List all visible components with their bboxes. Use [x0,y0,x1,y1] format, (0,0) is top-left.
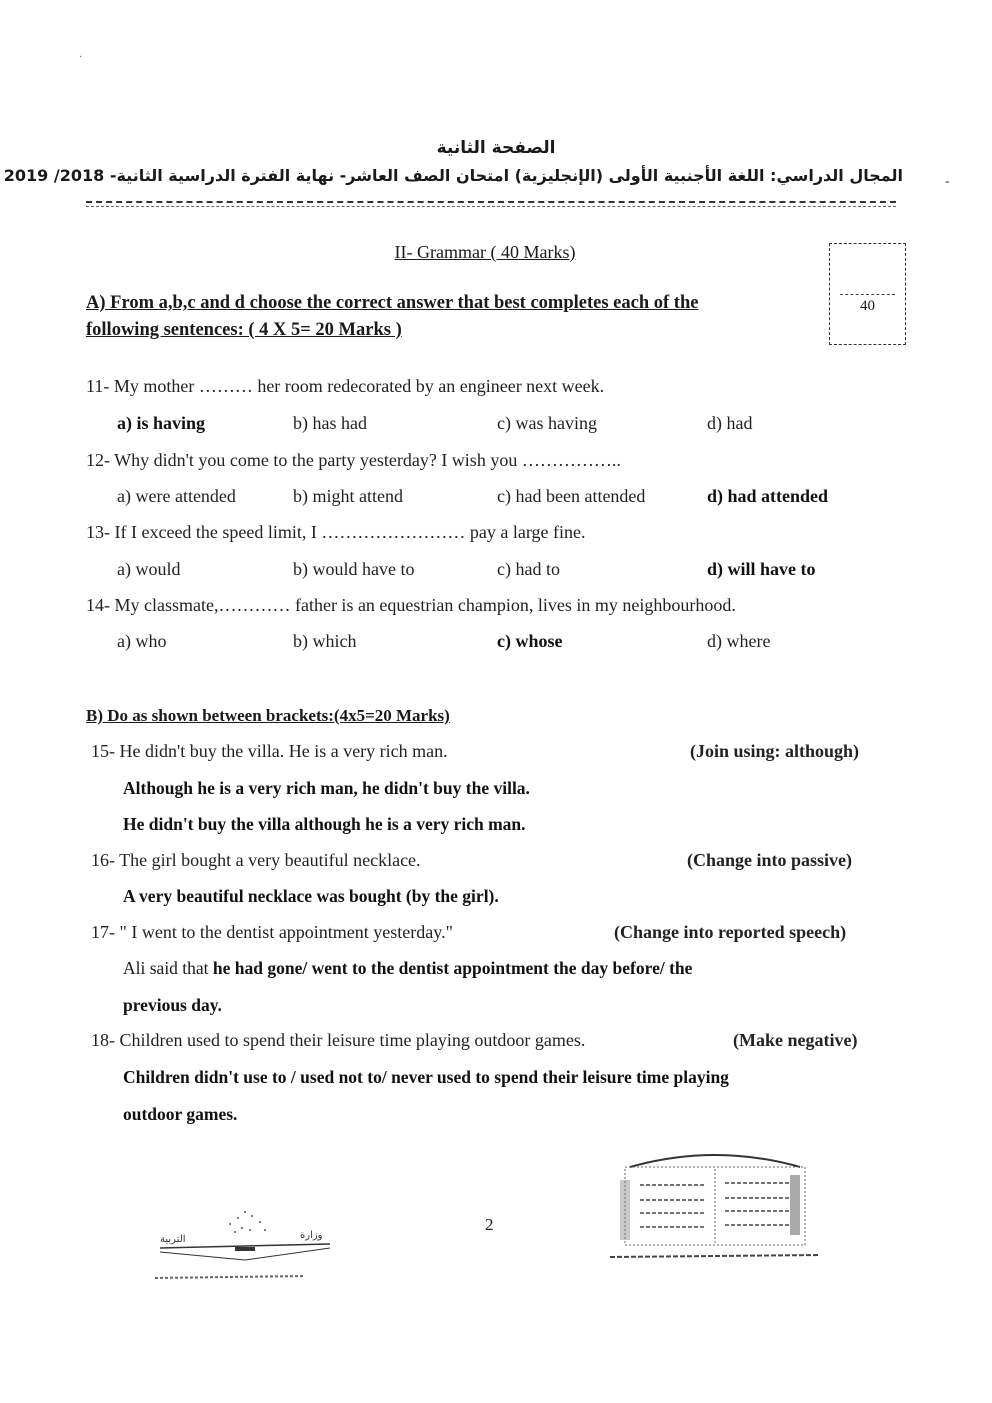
item-17-answer-2: previous day. [123,995,222,1015]
item-18-instruction: (Make negative) [733,1030,858,1050]
question-13-option-b: b) would have to [293,559,415,579]
question-11-stem: 11- My mother ……… her room redecorated by an engineer next week. [86,376,605,396]
item-15-answer-1: Although he is a very rich man, he didn't buy the villa. [123,778,530,798]
page-title-arabic: الصفحة الثانية [436,138,556,158]
question-14-stem: 14- My classmate,………… father is an equestrian champion, lives in my neighbourhood. [86,595,736,615]
margin-mark: - [945,174,950,189]
item-15-answer-2: He didn't buy the villa although he is a very rich man. [123,814,526,834]
item-17-stem: 17- " I went to the dentist appointment yesterday." [91,922,453,942]
ministry-stamp-icon [150,1200,340,1290]
item-16-answer-1: A very beautiful necklace was bought (by the girl). [123,886,499,906]
question-12-option-b: b) might attend [293,486,403,506]
question-13-option-c: c) had to [497,559,560,579]
question-11-option-a: a) is having [117,413,206,433]
question-11-option-b: b) has had [293,413,367,433]
item-17-instruction: (Change into reported speech) [614,922,847,942]
page-number: 2 [485,1215,494,1234]
item-16-stem: 16- The girl bought a very beautiful necklace. [91,850,421,870]
school-seal-icon [605,1145,825,1270]
section-title: II- Grammar ( 40 Marks) [394,242,576,262]
part-a-instruction [86,290,816,344]
ministry-stamp [150,1200,340,1290]
school-seal-stamp [605,1145,825,1270]
item-15-stem: 15- He didn't buy the villa. He is a very rich man. [91,741,448,761]
svg-text:وزارة: وزارة [300,1230,323,1241]
item-18-answer-1: Children didn't use to / used not to/ never used to spend their leisure time playing [123,1067,729,1087]
marks-score-line [840,294,895,295]
question-13-stem: 13- If I exceed the speed limit, I …………………… pay a large fine. [86,522,586,542]
question-13-option-a: a) would [117,559,181,579]
item-15-instruction: (Join using: although) [690,741,860,761]
question-12-option-a: a) were attended [117,486,236,506]
question-14-option-d: d) where [707,631,771,651]
item-17-answer-1 [123,958,692,979]
item-17-answer-text: he had gone/ went to the dentist appointment the day before/ the [212,958,693,978]
question-14-option-c: c) whose [497,631,563,651]
question-12-option-d: d) had attended [707,486,829,506]
header-divider-secondary [86,206,896,207]
marks-box [829,243,906,345]
question-13-option-d: d) will have to [707,559,816,579]
item-18-stem: 18- Children used to spend their leisure time playing outdoor games. [91,1030,586,1050]
scan-speck: · [79,52,83,63]
question-14-option-b: b) which [293,631,357,651]
question-12-option-c: c) had been attended [497,486,646,506]
part-a-instruction-line2: following sentences: ( 4 X 5= 20 Marks ) [86,320,402,340]
marks-total: 40 [860,298,875,314]
part-b-instruction: B) Do as shown between brackets:(4x5=20 Marks) [86,706,450,725]
svg-text:التربية: التربية [160,1234,186,1245]
item-17-answer-prefix: Ali said that [123,958,213,978]
question-12-stem: 12- Why didn't you come to the party yesterday? I wish you …………….. [86,450,621,470]
question-11-option-c: c) was having [497,413,597,433]
item-18-answer-2: outdoor games. [123,1104,238,1124]
item-16-instruction: (Change into passive) [687,850,853,870]
subject-line-arabic: المجال الدراسي: اللغة الأجنبية الأولى (الإنجليزية) امتحان الصف العاشر- نهاية الفترة الدراسية الثانية- 2018/ 2019 [3,166,903,185]
question-14-option-a: a) who [117,631,167,651]
part-a-instruction-line1: A) From a,b,c and d choose the correct answer that best completes each of the [86,293,699,313]
question-11-option-d: d) had [707,413,753,433]
header-divider [86,201,896,203]
